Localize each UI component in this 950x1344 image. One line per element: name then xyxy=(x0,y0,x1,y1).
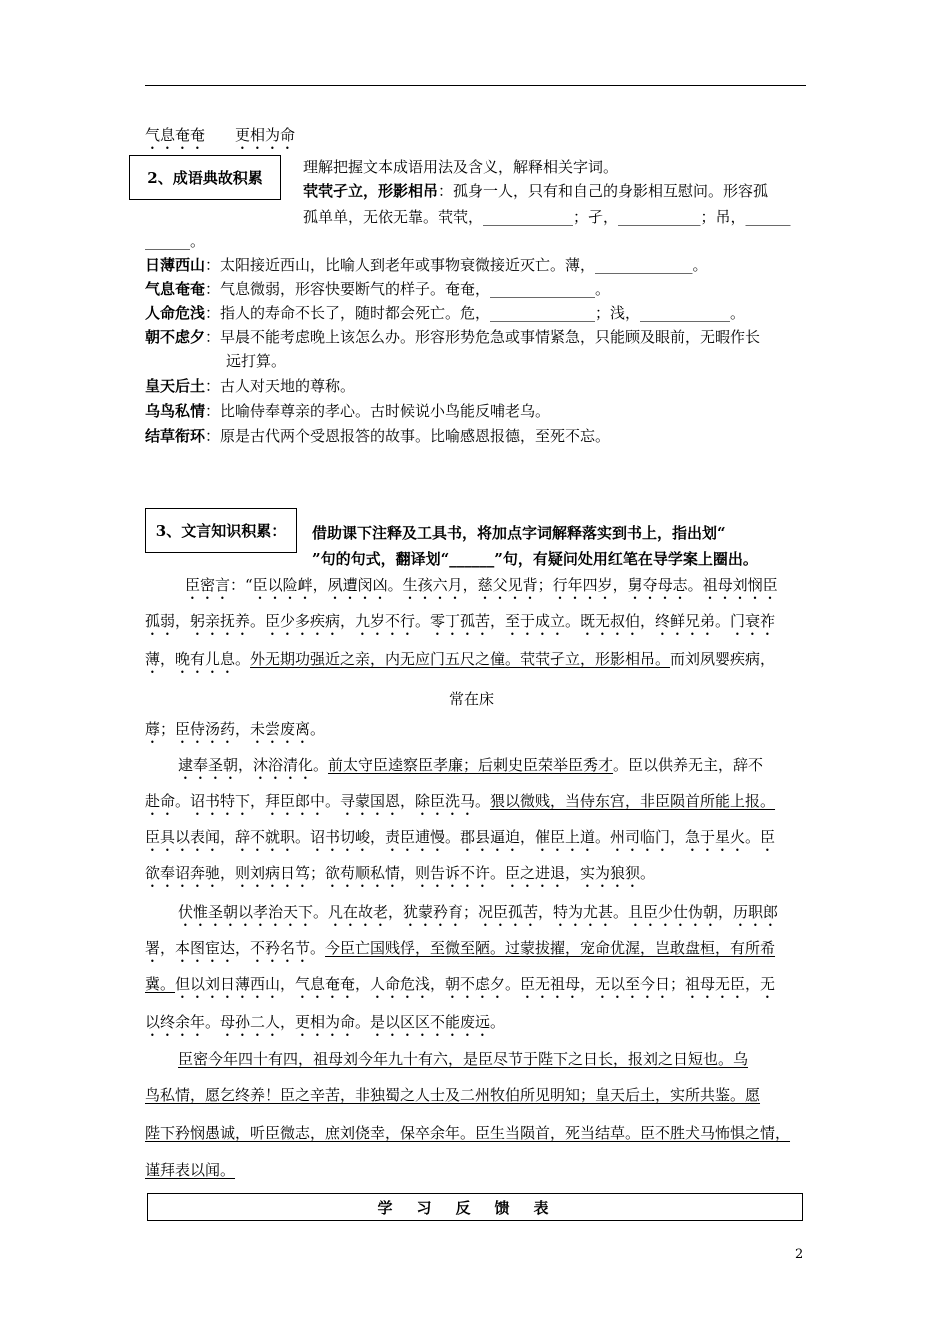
idiom-term: 结草衔环 xyxy=(145,427,206,445)
passage-line-2 xyxy=(145,610,775,639)
passage-line-10 xyxy=(178,901,778,930)
passage-text: 逮奉圣朝，沐浴清化。 xyxy=(178,756,329,774)
idiom-1-cont: 孤单单，无依无靠。茕茕，____________；孑，___________；吊，______ xyxy=(303,208,791,226)
passage-text: 但以刘日薄西山，气息奄奄，人命危浅，朝不虑夕。臣无祖母，无以至今日；祖母无臣，无 xyxy=(175,975,776,993)
idiom-term: 皇天后土 xyxy=(145,377,206,395)
passage-text: 赴命。诏书特下，拜臣郎中。寻蒙国恩，除臣洗马。 xyxy=(145,792,491,810)
passage-line-1 xyxy=(185,574,778,603)
passage-underlined: 猥以微贱，当侍东宫，非臣陨首所能上报。 xyxy=(490,792,776,810)
idiom-1 xyxy=(303,180,768,201)
passage-text: 署，本图宦达，不矜名节。 xyxy=(145,939,326,957)
passage-line-15 xyxy=(145,1084,760,1105)
passage-line-13 xyxy=(145,1011,505,1040)
section3-instruction-2: ”句的句式，翻译划“______”句，有疑问处用红笔在导学案上圈出。 xyxy=(312,550,758,568)
top-line xyxy=(145,124,295,153)
passage-line-14 xyxy=(178,1048,748,1069)
passage-line-4: 常在床 xyxy=(449,690,495,708)
idiom-1-cont2: ______。 xyxy=(145,232,206,250)
idiom-def: ：气息微弱，形容快要断气的样子。奄奄，______________。 xyxy=(205,280,611,298)
passage-line-9 xyxy=(145,862,655,891)
idiom-term: 乌鸟私情 xyxy=(145,402,206,420)
idiom-def: ：古人对天地的尊称。 xyxy=(205,377,356,395)
section2-intro: 理解把握文本成语用法及含义，解释相关字词。 xyxy=(303,158,619,176)
feedback-table-header xyxy=(147,1193,803,1221)
idiom-5-cont: 远打算。 xyxy=(226,352,287,370)
idiom-2 xyxy=(145,254,708,275)
idiom-term: 气息奄奄 xyxy=(145,280,206,298)
passage-line-16 xyxy=(145,1122,790,1143)
feedback-table-title: 学习反馈表 xyxy=(377,1198,573,1217)
passage-line-12 xyxy=(145,973,775,1002)
idiom-def: ：指人的寿命不长了，随时都会死亡。危，______________；浅，____________。 xyxy=(205,304,746,322)
section2-title-box xyxy=(129,155,281,200)
idiom-def: ：孤身一人，只有和自己的身影相互慰问。形容孤 xyxy=(438,182,769,200)
passage-text: 蓐；臣侍汤药，未尝废离。 xyxy=(145,720,326,738)
top-line-text: 气息奄奄 更相为命 xyxy=(145,126,296,144)
idiom-5 xyxy=(145,326,760,347)
header-rule xyxy=(145,85,806,86)
passage-text: 而刘夙婴疾病， xyxy=(670,650,776,668)
section3-instruction-1: 借助课下注释及工具书，将加点字词解释落实到书上，指出划“ xyxy=(312,524,726,542)
passage-text: 臣密言：“臣以险衅，夙遭闵凶。生孩六月，慈父见背；行年四岁，舅夺母志。祖母刘悯臣 xyxy=(185,576,778,594)
passage-underlined: 前太守臣逵察臣孝廉；后刺史臣荣举臣秀才 xyxy=(328,756,614,774)
idiom-4 xyxy=(145,302,745,323)
passage-line-7 xyxy=(145,790,775,819)
idiom-term: 朝不虑夕 xyxy=(145,328,206,346)
passage-line-17 xyxy=(145,1159,235,1180)
idiom-8 xyxy=(145,425,610,446)
passage-line-8 xyxy=(145,826,775,855)
passage-underlined: 冀。 xyxy=(145,975,176,993)
passage-underlined: 今臣亡国贱俘，至微至陋。过蒙拔擢，宠命优渥，岂敢盘桓，有所希 xyxy=(325,939,776,957)
passage-text: 欲奉诏奔驰，则刘病日笃；欲苟顺私情，则告诉不许。臣之进退，实为狼狈。 xyxy=(145,864,656,882)
section3-title-box xyxy=(145,508,297,553)
section3-title: 3、文言知识积累： xyxy=(155,522,287,540)
idiom-term: 茕茕孑立，形影相吊 xyxy=(303,182,439,200)
passage-text: 以终余年。母孙二人，更相为命。是以区区不能废远。 xyxy=(145,1013,506,1031)
passage-underlined: 鸟私情，愿乞终养！臣之辛苦，非独蜀之人士及二州牧伯所见明知；皇天后土，实所共鉴。愿 xyxy=(145,1086,761,1104)
passage-line-6 xyxy=(178,754,763,783)
idiom-def: ：原是古代两个受恩报答的故事。比喻感恩报德，至死不忘。 xyxy=(205,427,611,445)
page-number: 2 xyxy=(795,1247,804,1262)
idiom-term: 人命危浅 xyxy=(145,304,206,322)
passage-text: 。臣以供养无主，辞不 xyxy=(613,756,764,774)
idiom-def: ：太阳接近西山，比喻人到老年或事物衰微接近灭亡。薄，_____________。 xyxy=(205,256,708,274)
passage-line-3 xyxy=(145,648,775,677)
idiom-6 xyxy=(145,375,355,396)
idiom-3 xyxy=(145,278,610,299)
passage-underlined: 谨拜表以闻。 xyxy=(145,1161,236,1179)
passage-text: 伏惟圣朝以孝治天下。凡在故老，犹蒙矜育；况臣孤苦，特为尤甚。且臣少仕伪朝，历职郎 xyxy=(178,903,779,921)
passage-text: 臣具以表闻，辞不就职。诏书切峻，责臣逋慢。郡县逼迫，催臣上道。州司临门，急于星火。臣 xyxy=(145,828,776,846)
passage-text: 薄，晚有儿息。 xyxy=(145,650,251,668)
passage-underlined: 外无期功强近之亲，内无应门五尺之僮。茕茕孑立，形影相吊。 xyxy=(250,650,671,668)
passage-line-11 xyxy=(145,937,775,966)
passage-line-5 xyxy=(145,718,325,747)
passage-underlined: 陛下矜悯愚诚，听臣微志，庶刘侥幸，保卒余年。臣生当陨首，死当结草。臣不胜犬马怖惧之情， xyxy=(145,1124,791,1142)
idiom-def: ：早晨不能考虑晚上该怎么办。形容形势危急或事情紧急，只能顾及眼前，无暇作长 xyxy=(205,328,761,346)
idiom-term: 日薄西山 xyxy=(145,256,206,274)
section2-title: 2、成语典故积累 xyxy=(147,169,263,187)
idiom-def: ：比喻侍奉尊亲的孝心。古时候说小鸟能反哺老乌。 xyxy=(205,402,551,420)
passage-underlined: 臣密今年四十有四，祖母刘今年九十有六，是臣尽节于陛下之日长，报刘之日短也。乌 xyxy=(178,1050,749,1068)
passage-text: 孤弱，躬亲抚养。臣少多疾病，九岁不行。零丁孤苦，至于成立。既无叔伯，终鲜兄弟。门衰祚 xyxy=(145,612,776,630)
idiom-7 xyxy=(145,400,550,421)
